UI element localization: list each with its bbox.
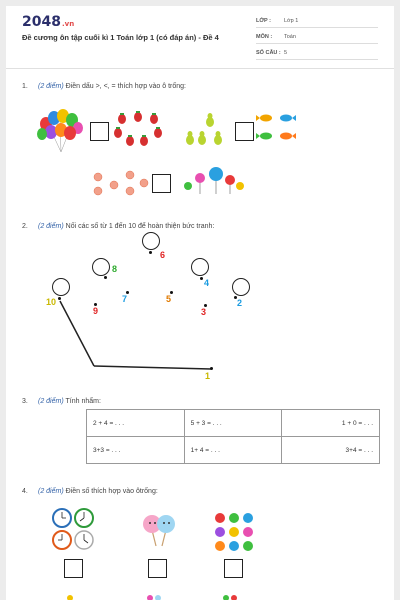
question-number: 1. bbox=[22, 83, 28, 90]
meta-label-count: SỐ CÂU : bbox=[256, 50, 281, 56]
colored-balls-image bbox=[212, 510, 258, 552]
question-3 bbox=[22, 398, 101, 405]
number-9: 9 bbox=[93, 306, 99, 316]
balloon-circle bbox=[232, 278, 250, 296]
balloon-circle bbox=[191, 258, 209, 276]
question-text: Điền số thích hợp vào ôtrống: bbox=[63, 488, 158, 495]
question-text: Điền dấu >, <, = thích hợp vào ô trống: bbox=[63, 83, 186, 90]
mental-math-table bbox=[86, 409, 380, 464]
dot-1[interactable] bbox=[210, 367, 213, 370]
answer-box-2[interactable] bbox=[148, 559, 167, 578]
meta-value-subject: Toán bbox=[284, 34, 296, 40]
question-points: (2 điểm) bbox=[38, 83, 64, 90]
cotton-candy-image bbox=[140, 512, 180, 548]
logo-suffix: .vn bbox=[61, 20, 75, 28]
number-1: 1 bbox=[205, 371, 211, 381]
document-title: Đề cương ôn tập cuối kì 1 Toán lớp 1 (có đáp án) - Đề 4 bbox=[22, 33, 219, 42]
table-row bbox=[87, 437, 380, 464]
balloon-circle bbox=[142, 232, 160, 250]
table-cell: 1 + 0 = . . . bbox=[282, 410, 380, 437]
question-points: (2 điểm) bbox=[38, 398, 64, 405]
dot-10[interactable] bbox=[58, 297, 61, 300]
table-row bbox=[87, 410, 380, 437]
balloon-circle bbox=[92, 258, 110, 276]
question-text: Nối các số từ 1 đến 10 để hoàn thiện bức tranh: bbox=[63, 223, 215, 230]
number-6: 6 bbox=[160, 250, 166, 260]
cropped-images-row bbox=[62, 592, 262, 600]
meta-value-class: Lớp 1 bbox=[284, 18, 299, 24]
table-cell: 3+4 = . . . bbox=[282, 437, 380, 464]
worksheet-page bbox=[6, 6, 394, 600]
meta-value-count: 5 bbox=[284, 50, 288, 56]
table-cell: 3+3 = . . . bbox=[87, 437, 185, 464]
dot-6[interactable] bbox=[149, 251, 152, 254]
answer-box-1[interactable] bbox=[64, 559, 83, 578]
question-points: (2 điểm) bbox=[38, 488, 64, 495]
table-cell: 5 + 3 = . . . bbox=[184, 410, 282, 437]
question-number: 2. bbox=[22, 223, 28, 230]
question-number: 3. bbox=[22, 398, 28, 405]
number-2: 2 bbox=[237, 298, 243, 308]
number-3: 3 bbox=[201, 307, 207, 317]
dot-4[interactable] bbox=[200, 277, 203, 280]
question-4 bbox=[22, 488, 158, 495]
table-cell: 2 + 4 = . . . bbox=[87, 410, 185, 437]
number-8: 8 bbox=[112, 264, 118, 274]
question-points: (2 điểm) bbox=[38, 223, 64, 230]
logo-text: 2048 bbox=[22, 14, 61, 30]
table-cell: 1+ 4 = . . . bbox=[184, 437, 282, 464]
number-7: 7 bbox=[122, 294, 128, 304]
number-5: 5 bbox=[166, 294, 172, 304]
question-text: Tính nhẩm: bbox=[63, 398, 101, 405]
balloon-circle bbox=[52, 278, 70, 296]
meta-label-subject: MÔN : bbox=[256, 34, 273, 40]
clocks-image bbox=[50, 506, 100, 552]
number-4: 4 bbox=[204, 278, 210, 288]
number-10: 10 bbox=[46, 297, 57, 307]
question-number: 4. bbox=[22, 488, 28, 495]
meta-label-class: LỚP : bbox=[256, 18, 271, 24]
dot-8[interactable] bbox=[104, 276, 107, 279]
answer-box-3[interactable] bbox=[224, 559, 243, 578]
